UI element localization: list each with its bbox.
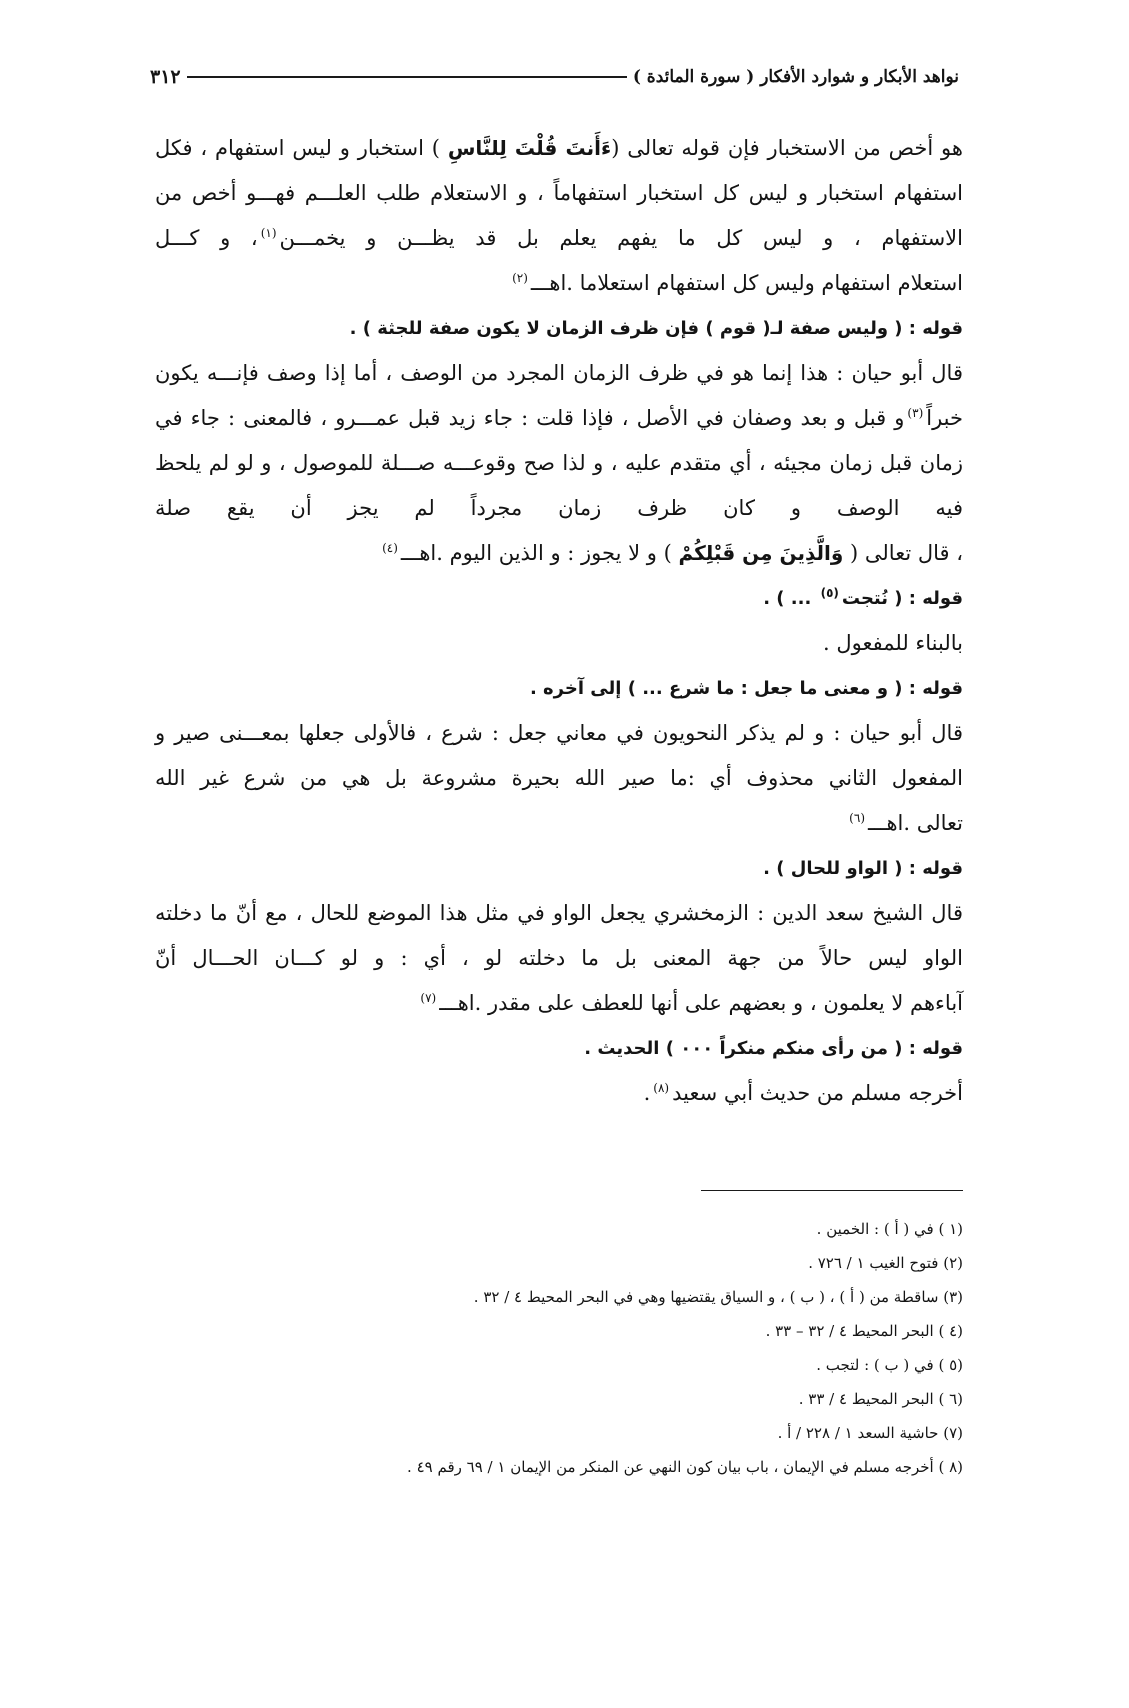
footnote-ref: (١)	[260, 226, 277, 240]
running-header	[150, 60, 959, 94]
footnote: (٨ ) أخرجه مسلم في الإيمان ، باب بيان كون النهي عن المنكر من الإيمان ١ / ٦٩ رقم ٤٩ .	[407, 1458, 963, 1476]
footnote-ref: (٧)	[420, 991, 437, 1005]
paragraph: آباءهم لا يعلمون ، و بعضهم على أنها للعطف على مقدر .اهـــ$^{(٧)}$	[155, 981, 963, 1026]
footnote-ref: (٢)	[512, 271, 528, 285]
paragraph: قال الشيخ سعد الدين : الزمخشري يجعل الواو في مثل هذا الموضع للحال ، مع أنّ ما دخلته الواو ليس حالاً من جهة المعنى بل ما دخلته لو ، أي : و لو كـــان الحـــال أنّ	[155, 901, 963, 970]
section-heading: قوله : ( وليس صفة لـ( قوم ) فإن ظرف الزمان لا يكون صفة للجثة ) .	[349, 318, 963, 339]
footnote: (٢) فتوح الغيب ١ / ٧٢٦ .	[808, 1254, 963, 1272]
footnote-ref: (٤)	[382, 541, 398, 555]
paragraph: هو أخص من الاستخبار فإن قوله تعالى (ءَأَنتَ قُلْتَ لِلنَّاسِ ) استخبار و ليس استفهام ، فكل استفهام استخبار و ليس كل استخبار استفهاماً ، و الاستعلام طلب العلـــم فهـــو أخص من الاستفهام ، و ليس كل ما يفهم يعلم بل قد يظـــن و يخمـــن$^{(١)}$، و كـــل	[155, 136, 964, 250]
main-text	[155, 126, 963, 1116]
footnotes	[155, 1212, 963, 1484]
paragraph: ، قال تعالى ( وَالَّذِينَ مِن قَبْلِكُمْ ) و لا يجوز : و الذين اليوم .اهـــ$^{(٤)}$	[155, 531, 963, 576]
paragraph: قال أبو حيان : و لم يذكر النحويون في معاني جعل : شرع ، فالأولى جعلها بمعـــنى صير و المفعول الثاني محذوف أي :ما صير الله بحيرة مشروعة بل هي من شرع غير الله	[155, 721, 963, 790]
paragraph: بالبناء للمفعول .	[823, 631, 963, 655]
paragraph: قال أبو حيان : هذا إنما هو في ظرف الزمان المجرد من الوصف ، أما إذا وصف فإنـــه يكون خبراً$^{(٣)}$و قبل و بعد وصفان في الأصل ، فإذا قلت : جاء زيد قبل عمـــرو ، فالمعنى : جاء في زمان قبل زمان مجيئه ، أي متقدم عليه ، و لذا صح وقوعـــه صـــلة للموصول ، و لو لم يلحظ فيه الوصف و كان ظرف زمان مجرداً لم يجز أن يقع صلة	[155, 361, 963, 520]
header-rule	[187, 76, 627, 78]
header-title: نواهد الأبكار و شوارد الأفكار ( سورة المائدة )	[632, 67, 959, 87]
footnote: (٦ ) البحر المحيط ٤ / ٣٣ .	[798, 1390, 963, 1408]
section-heading: قوله : ( نُتجت$^{(٥)}$ ... ) .	[763, 586, 963, 609]
footnote: (٣) ساقطة من ( أ ) ، ( ب ) ، و السياق يقتضيها وهي في البحر المحيط ٤ / ٣٢ .	[473, 1288, 963, 1306]
section-heading: قوله : ( من رأى منكم منكراً ٠٠٠ ) الحديث .	[584, 1038, 963, 1059]
footnote-ref: (٣)	[907, 406, 924, 420]
section-heading: قوله : ( الواو للحال ) .	[763, 858, 963, 879]
footnote: (١ ) في ( أ ) : الخمين .	[816, 1220, 963, 1238]
quran-quote: ءَأَنتَ قُلْتَ لِلنَّاسِ	[447, 136, 612, 160]
footnote-ref: (٨)	[653, 1081, 670, 1095]
paragraph: استعلام استفهام وليس كل استفهام استعلاما .اهـــ$^{(٢)}$	[155, 261, 963, 306]
footnote-separator	[701, 1190, 963, 1191]
footnote: (٧) حاشية السعد ١ / ٢٢٨ / أ .	[777, 1424, 963, 1442]
footnote: (٥ ) في ( ب ) : لتجب .	[816, 1356, 963, 1374]
footnote: (٤ ) البحر المحيط ٤ / ٣٢ – ٣٣ .	[765, 1322, 963, 1340]
paragraph: أخرجه مسلم من حديث أبي سعيد$^{(٨)}$.	[643, 1081, 963, 1105]
section-heading: قوله : ( و معنى ما جعل : ما شرع ... ) إلى آخره .	[529, 678, 963, 699]
footnote-ref: (٥)	[820, 586, 839, 600]
quran-quote: وَالَّذِينَ مِن قَبْلِكُمْ	[678, 541, 844, 565]
paragraph: تعالى .اهـــ$^{(٦)}$	[155, 801, 963, 846]
page-number: ٣١٢	[150, 66, 181, 88]
footnote-ref: (٦)	[849, 811, 865, 825]
